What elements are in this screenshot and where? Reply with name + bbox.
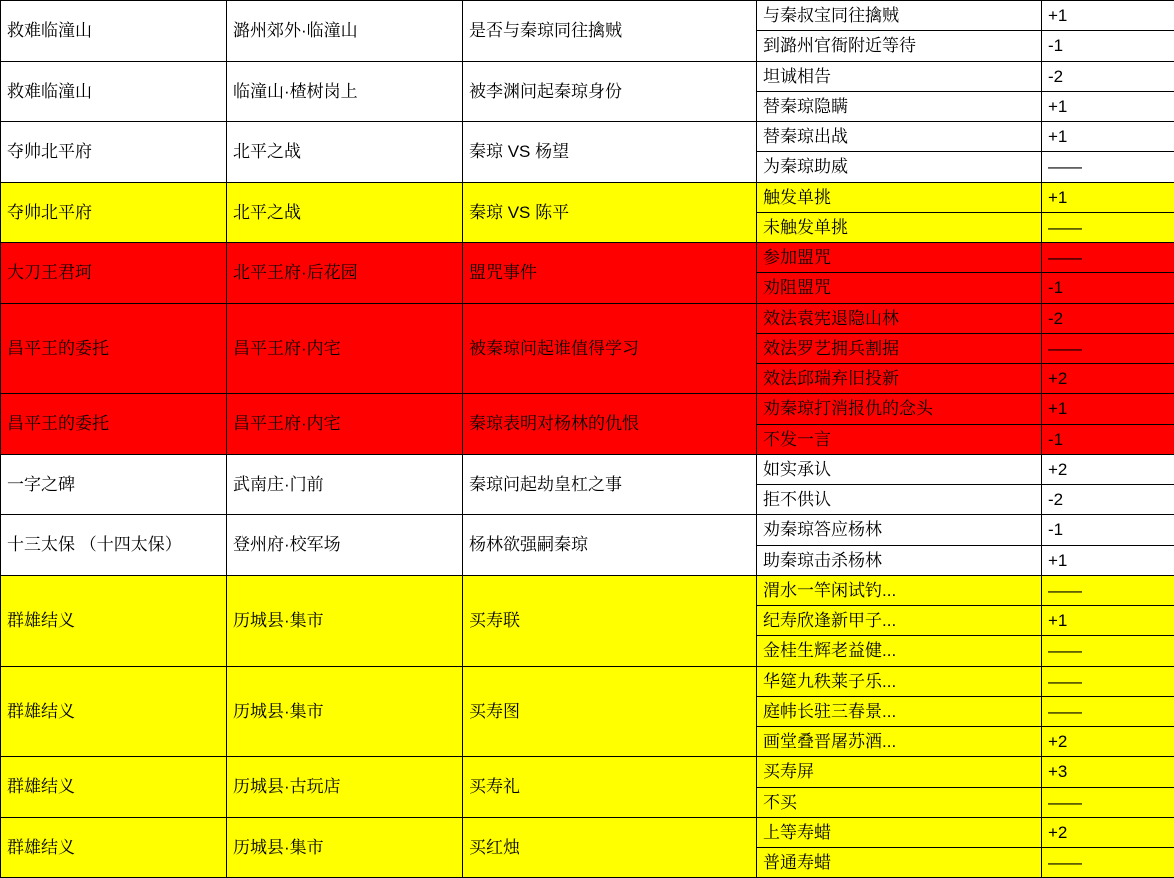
table-body	[1, 1, 1174, 878]
event-cell: 是否与秦琼同往擒贼	[463, 1, 757, 62]
event-cell: 买寿联	[463, 575, 757, 666]
table-row	[1, 243, 1174, 273]
affinity-value-cell: +1	[1042, 91, 1174, 121]
location-cell: 北平王府·后花园	[227, 243, 463, 304]
table-row	[1, 1, 1174, 31]
quest-name-cell: 群雄结义	[1, 575, 227, 666]
event-cell: 盟咒事件	[463, 243, 757, 304]
event-cell: 秦琼 VS 陈平	[463, 182, 757, 243]
quest-name-cell: 昌平王的委托	[1, 303, 227, 394]
choice-cell: 到潞州官衙附近等待	[757, 31, 1042, 61]
affinity-value-cell: ——	[1042, 696, 1174, 726]
affinity-value-cell: ——	[1042, 575, 1174, 605]
choice-cell: 劝秦琼打消报仇的念头	[757, 394, 1042, 424]
choice-cell: 纪寿欣逢新甲子...	[757, 606, 1042, 636]
table-row	[1, 122, 1174, 152]
affinity-value-cell: +3	[1042, 757, 1174, 787]
choice-cell: 触发单挑	[757, 182, 1042, 212]
location-cell: 潞州郊外·临潼山	[227, 1, 463, 62]
quest-name-cell: 十三太保 （十四太保）	[1, 515, 227, 576]
location-cell: 登州府·校军场	[227, 515, 463, 576]
choice-cell: 拒不供认	[757, 485, 1042, 515]
affinity-value-cell: ——	[1042, 636, 1174, 666]
affinity-value-cell: ——	[1042, 848, 1174, 878]
choice-cell: 劝阻盟咒	[757, 273, 1042, 303]
choice-cell: 未触发单挑	[757, 212, 1042, 242]
event-cell: 杨林欲强嗣秦琼	[463, 515, 757, 576]
quest-name-cell: 群雄结义	[1, 666, 227, 757]
affinity-value-cell: +2	[1042, 454, 1174, 484]
affinity-value-cell: ——	[1042, 243, 1174, 273]
choice-cell: 买寿屏	[757, 757, 1042, 787]
choice-cell: 劝秦琼答应杨林	[757, 515, 1042, 545]
quest-name-cell: 救难临潼山	[1, 1, 227, 62]
affinity-value-cell: +1	[1042, 182, 1174, 212]
affinity-value-cell: -1	[1042, 31, 1174, 61]
location-cell: 历城县·集市	[227, 666, 463, 757]
affinity-value-cell: -1	[1042, 273, 1174, 303]
choice-cell: 上等寿蜡	[757, 817, 1042, 847]
table-row	[1, 515, 1174, 545]
choice-cell: 替秦琼隐瞒	[757, 91, 1042, 121]
affinity-value-cell: +1	[1042, 606, 1174, 636]
event-cell: 秦琼 VS 杨望	[463, 122, 757, 183]
affinity-value-cell: ——	[1042, 212, 1174, 242]
choice-cell: 不发一言	[757, 424, 1042, 454]
choice-cell: 华筵九秩莱子乐...	[757, 666, 1042, 696]
affinity-value-cell: +1	[1042, 1, 1174, 31]
affinity-value-cell: +1	[1042, 122, 1174, 152]
affinity-value-cell: -2	[1042, 485, 1174, 515]
event-cell: 秦琼表明对杨林的仇恨	[463, 394, 757, 455]
affinity-value-cell: -2	[1042, 61, 1174, 91]
table-row	[1, 303, 1174, 333]
event-cell: 被秦琼问起谁值得学习	[463, 303, 757, 394]
location-cell: 历城县·集市	[227, 817, 463, 878]
event-cell: 被李渊问起秦琼身份	[463, 61, 757, 122]
quest-name-cell: 群雄结义	[1, 757, 227, 818]
table-row	[1, 61, 1174, 91]
choice-cell: 渭水一竿闲试钓...	[757, 575, 1042, 605]
quest-name-cell: 昌平王的委托	[1, 394, 227, 455]
affinity-value-cell: -1	[1042, 515, 1174, 545]
affinity-value-cell: -2	[1042, 303, 1174, 333]
affinity-value-cell: +2	[1042, 364, 1174, 394]
location-cell: 历城县·古玩店	[227, 757, 463, 818]
table-row	[1, 817, 1174, 847]
event-cell: 买寿图	[463, 666, 757, 757]
quest-name-cell: 救难临潼山	[1, 61, 227, 122]
event-cell: 买寿礼	[463, 757, 757, 818]
affinity-value-cell: +1	[1042, 394, 1174, 424]
choice-cell: 金桂生辉老益健...	[757, 636, 1042, 666]
affinity-value-cell: -1	[1042, 424, 1174, 454]
table-row	[1, 454, 1174, 484]
choice-cell: 画堂叠晋屠苏酒...	[757, 727, 1042, 757]
location-cell: 昌平王府·内宅	[227, 394, 463, 455]
choice-cell: 参加盟咒	[757, 243, 1042, 273]
quest-name-cell: 夺帅北平府	[1, 122, 227, 183]
quest-name-cell: 大刀王君珂	[1, 243, 227, 304]
choice-cell: 效法袁宪退隐山林	[757, 303, 1042, 333]
choice-cell: 助秦琼击杀杨林	[757, 545, 1042, 575]
affinity-value-cell: +1	[1042, 545, 1174, 575]
location-cell: 昌平王府·内宅	[227, 303, 463, 394]
choice-cell: 庭帏长驻三春景...	[757, 696, 1042, 726]
affinity-value-cell: ——	[1042, 666, 1174, 696]
affinity-value-cell: ——	[1042, 152, 1174, 182]
affinity-value-cell: ——	[1042, 333, 1174, 363]
table-row	[1, 757, 1174, 787]
choice-cell: 坦诚相告	[757, 61, 1042, 91]
location-cell: 北平之战	[227, 122, 463, 183]
choice-cell: 效法邱瑞弃旧投新	[757, 364, 1042, 394]
affinity-value-cell: +2	[1042, 727, 1174, 757]
quest-name-cell: 一字之碑	[1, 454, 227, 515]
event-cell: 秦琼问起劫皇杠之事	[463, 454, 757, 515]
table-row	[1, 182, 1174, 212]
location-cell: 武南庄·门前	[227, 454, 463, 515]
affinity-value-cell: +2	[1042, 817, 1174, 847]
quest-name-cell: 夺帅北平府	[1, 182, 227, 243]
choice-cell: 与秦叔宝同往擒贼	[757, 1, 1042, 31]
location-cell: 历城县·集市	[227, 575, 463, 666]
choice-cell: 不买	[757, 787, 1042, 817]
choice-cell: 普通寿蜡	[757, 848, 1042, 878]
table-row	[1, 575, 1174, 605]
location-cell: 临潼山·楂树岗上	[227, 61, 463, 122]
choice-cell: 如实承认	[757, 454, 1042, 484]
affinity-value-cell: ——	[1042, 787, 1174, 817]
event-cell: 买红烛	[463, 817, 757, 878]
table-row	[1, 666, 1174, 696]
choice-cell: 效法罗艺拥兵割据	[757, 333, 1042, 363]
choice-cell: 替秦琼出战	[757, 122, 1042, 152]
quest-name-cell: 群雄结义	[1, 817, 227, 878]
table-row	[1, 394, 1174, 424]
choice-cell: 为秦琼助威	[757, 152, 1042, 182]
location-cell: 北平之战	[227, 182, 463, 243]
